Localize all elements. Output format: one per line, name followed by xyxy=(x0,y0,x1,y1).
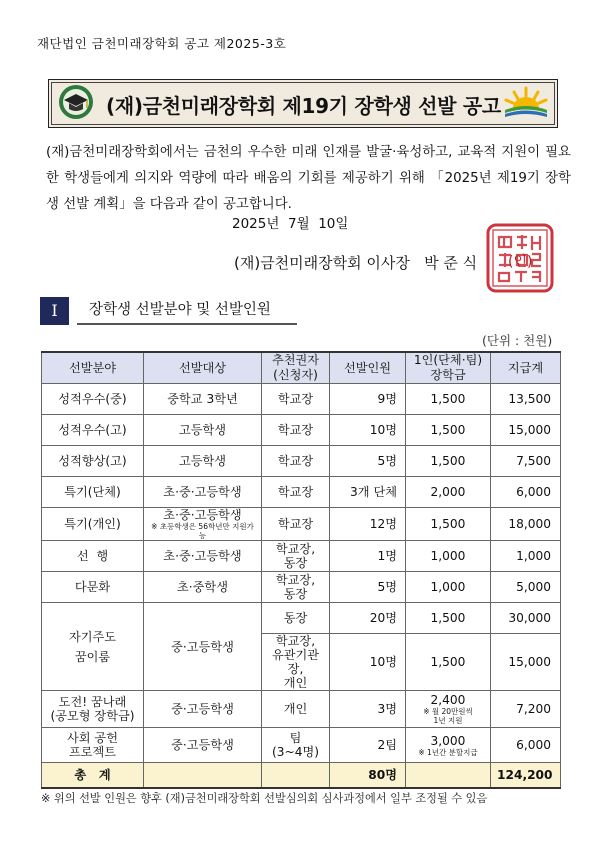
header-field: 선발분야 xyxy=(42,352,144,384)
cell-field: 자기주도 꿈이룸 xyxy=(42,603,144,691)
cell-per-person-value: 3,000 xyxy=(430,733,466,748)
cell-count: 5명 xyxy=(330,446,406,477)
cell-field: 특기(개인) xyxy=(42,508,144,541)
scholarship-table xyxy=(41,351,561,789)
table-row xyxy=(42,415,561,446)
table-row xyxy=(42,728,561,763)
cell-per-person: 1,000 xyxy=(406,572,491,603)
cell-field: 특기(단체) xyxy=(42,477,144,508)
cell-total: 1,000 xyxy=(491,541,561,572)
table-row xyxy=(42,691,561,728)
total-empty-cell xyxy=(262,763,330,789)
cell-target: 중·고등학생 xyxy=(144,603,262,691)
table-row xyxy=(42,508,561,541)
table-row xyxy=(42,384,561,415)
cell-count: 1명 xyxy=(330,541,406,572)
cell-per-person: 1,500 xyxy=(406,384,491,415)
cell-total: 6,000 xyxy=(491,477,561,508)
cell-recommender: 학교장, 동장 xyxy=(262,541,330,572)
cell-field: 성적우수(중) xyxy=(42,384,144,415)
total-amount: 124,200 xyxy=(491,763,561,789)
table-row xyxy=(42,603,561,634)
cell-recommender: 개인 xyxy=(262,691,330,728)
section-number: Ⅰ xyxy=(40,297,69,325)
cell-recommender: 학교장 xyxy=(262,415,330,446)
cell-field: 성적우수(고) xyxy=(42,415,144,446)
cell-recommender: 동장 xyxy=(262,603,330,634)
cell-per-person: 1,000 xyxy=(406,541,491,572)
cell-recommender: 학교장 xyxy=(262,384,330,415)
cell-per-person-value: 2,400 xyxy=(430,693,466,707)
cell-count: 12명 xyxy=(330,508,406,541)
cell-total: 6,000 xyxy=(491,728,561,763)
cell-recommender: 학교장 xyxy=(262,446,330,477)
document-number: 재단법인 금천미래장학회 공고 제2025-3호 xyxy=(37,36,287,51)
cell-per-person xyxy=(406,728,491,763)
unit-label: (단위 : 천원) xyxy=(482,333,553,348)
cell-count: 3명 xyxy=(330,691,406,728)
cell-recommender: 학교장 xyxy=(262,508,330,541)
title-banner xyxy=(48,79,558,128)
total-empty-cell xyxy=(144,763,262,789)
cell-per-person: 1,500 xyxy=(406,415,491,446)
sun-logo-icon xyxy=(501,84,551,122)
cell-target xyxy=(144,508,262,541)
section-heading xyxy=(40,297,297,325)
cell-count: 9명 xyxy=(330,384,406,415)
cell-total: 18,000 xyxy=(491,508,561,541)
cell-count: 2팀 xyxy=(330,728,406,763)
cell-per-person: 1,500 xyxy=(406,446,491,477)
cell-per-person: 2,000 xyxy=(406,477,491,508)
cell-target: 고등학생 xyxy=(144,446,262,477)
total-empty-cell xyxy=(406,763,491,789)
page-title: (재)금천미래장학회 제19기 장학생 선발 공고 xyxy=(106,94,501,118)
cell-per-person: 1,500 xyxy=(406,603,491,634)
cell-recommender: 학교장 xyxy=(262,477,330,508)
seal-mark: (인) xyxy=(508,254,533,270)
header-per-person: 1인(단체·팀) 장학금 xyxy=(406,352,491,384)
header-target: 선발대상 xyxy=(144,352,262,384)
table-row xyxy=(42,477,561,508)
header-recommender: 추천권자 (신청자) xyxy=(262,352,330,384)
signatory: (재)금천미래장학회 이사장 박 준 식 xyxy=(234,254,478,272)
announcement-body: (재)금천미래장학회에서는 금천의 우수한 미래 인재를 발굴·육성하고, 교육적 지원이 필요한 학생들에게 의지와 역량에 따라 배움의 기회를 제공하기 위해 「2025년 제19기 장학생 선발 계획」을 다음과 같이 공고합니다. xyxy=(46,145,571,212)
cell-total: 15,000 xyxy=(491,634,561,691)
cell-target: 초·중·고등학생 xyxy=(144,477,262,508)
table-header-row xyxy=(42,352,561,384)
cell-per-person: 1,500 xyxy=(406,508,491,541)
cell-recommender: 학교장, 유관기관장, 개인 xyxy=(262,634,330,691)
cell-total: 30,000 xyxy=(491,603,561,634)
cell-field: 성적향상(고) xyxy=(42,446,144,477)
total-label: 총 계 xyxy=(42,763,144,789)
cell-target: 고등학생 xyxy=(144,415,262,446)
announcement-date: 2025년 7월 10일 xyxy=(232,216,349,232)
cell-per-person xyxy=(406,691,491,728)
table-total-row xyxy=(42,763,561,789)
cell-total: 5,000 xyxy=(491,572,561,603)
graduation-cap-icon xyxy=(58,84,94,120)
cell-field: 선 행 xyxy=(42,541,144,572)
table-row xyxy=(42,572,561,603)
cell-target: 초·중학생 xyxy=(144,572,262,603)
cell-field: 도전! 꿈나래 (공모형 장학금) xyxy=(42,691,144,728)
table-row xyxy=(42,446,561,477)
cell-total: 15,000 xyxy=(491,415,561,446)
cell-count: 3개 단체 xyxy=(330,477,406,508)
cell-target: 초·중·고등학생 xyxy=(144,541,262,572)
cell-recommender: 팀 (3~4명) xyxy=(262,728,330,763)
header-count: 선발인원 xyxy=(330,352,406,384)
cell-total: 7,200 xyxy=(491,691,561,728)
header-total: 지급계 xyxy=(491,352,561,384)
cell-recommender: 학교장, 동장 xyxy=(262,572,330,603)
cell-total: 13,500 xyxy=(491,384,561,415)
cell-target: 중·고등학생 xyxy=(144,691,262,728)
cell-field: 다문화 xyxy=(42,572,144,603)
table-row xyxy=(42,541,561,572)
cell-field: 사회 공헌 프로젝트 xyxy=(42,728,144,763)
footnote: ※ 위의 선발 인원은 향후 (재)금천미래장학회 선발심의회 심사과정에서 일부 조정될 수 있음 xyxy=(41,792,488,805)
cell-count: 10명 xyxy=(330,634,406,691)
total-count: 80명 xyxy=(330,763,406,789)
section-title: 장학생 선발분야 및 선발인원 xyxy=(77,297,297,325)
cell-count: 5명 xyxy=(330,572,406,603)
cell-count: 20명 xyxy=(330,603,406,634)
cell-target-text: 초·중·고등학생 xyxy=(163,508,242,522)
cell-per-person-note: ※ 1년간 분할지급 xyxy=(418,747,478,757)
cell-total: 7,500 xyxy=(491,446,561,477)
cell-target-note: ※ 초등학생은 56학년만 지원가능 xyxy=(151,522,254,540)
cell-target: 중·고등학생 xyxy=(144,728,262,763)
cell-per-person: 1,500 xyxy=(406,634,491,691)
cell-count: 10명 xyxy=(330,415,406,446)
cell-per-person-note: ※ 월 20만원씩 1년 지원 xyxy=(423,707,473,725)
cell-target: 중학교 3학년 xyxy=(144,384,262,415)
